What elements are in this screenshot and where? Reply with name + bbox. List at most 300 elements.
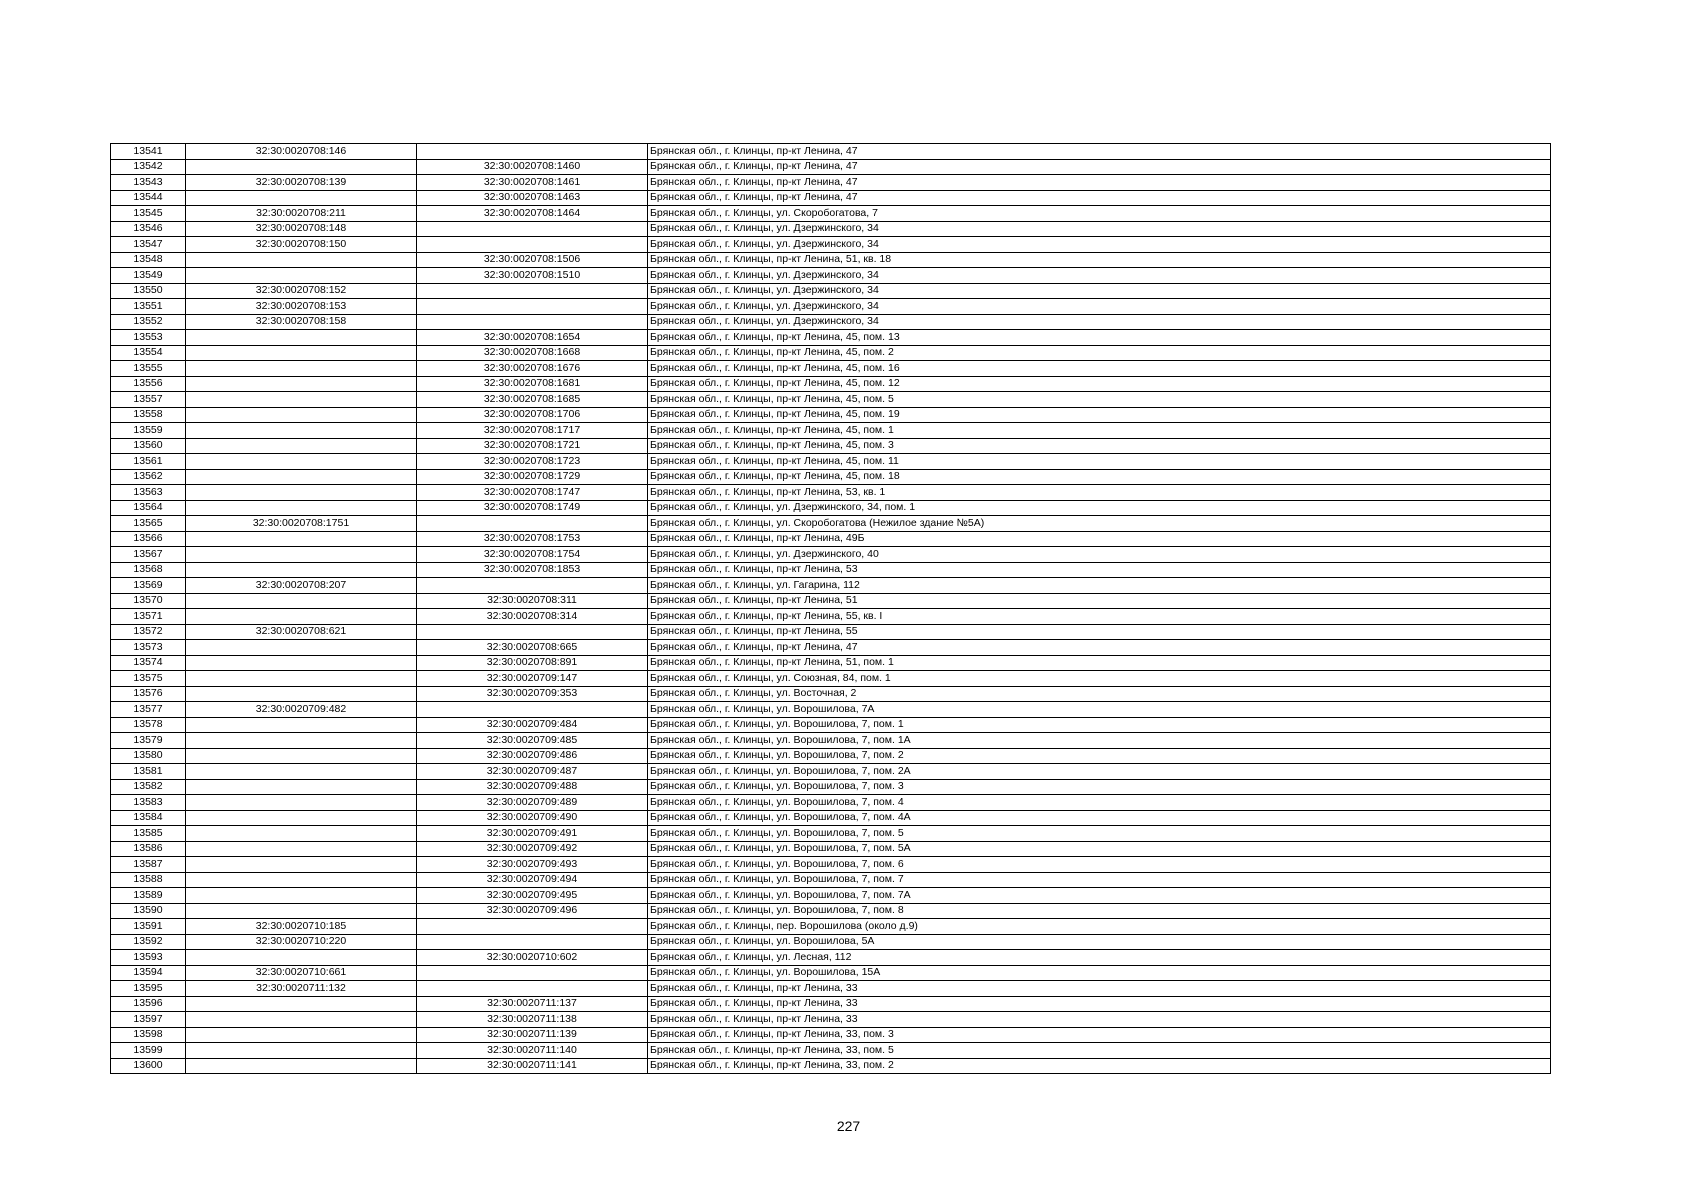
address-cell: Брянская обл., г. Клинцы, пр-кт Ленина, 47 xyxy=(648,190,1551,206)
land-cadastral-number-cell xyxy=(186,857,417,873)
land-cadastral-number-cell: 32:30:0020708:153 xyxy=(186,299,417,315)
row-number-cell: 13565 xyxy=(111,516,186,532)
table-row xyxy=(111,562,1551,578)
address-cell: Брянская обл., г. Клинцы, ул. Ворошилова, 7, пом. 4А xyxy=(648,810,1551,826)
table-row xyxy=(111,624,1551,640)
row-number-cell: 13547 xyxy=(111,237,186,253)
table-row xyxy=(111,361,1551,377)
land-cadastral-number-cell xyxy=(186,438,417,454)
land-cadastral-number-cell xyxy=(186,500,417,516)
object-cadastral-number-cell: 32:30:0020709:484 xyxy=(417,717,648,733)
object-cadastral-number-cell xyxy=(417,624,648,640)
object-cadastral-number-cell: 32:30:0020708:1510 xyxy=(417,268,648,284)
table-row xyxy=(111,376,1551,392)
row-number-cell: 13560 xyxy=(111,438,186,454)
table-row xyxy=(111,686,1551,702)
object-cadastral-number-cell: 32:30:0020709:485 xyxy=(417,733,648,749)
address-cell: Брянская обл., г. Клинцы, пр-кт Ленина, 53 xyxy=(648,562,1551,578)
row-number-cell: 13595 xyxy=(111,981,186,997)
address-cell: Брянская обл., г. Клинцы, ул. Дзержинского, 34 xyxy=(648,221,1551,237)
land-cadastral-number-cell xyxy=(186,717,417,733)
table-row xyxy=(111,252,1551,268)
address-cell: Брянская обл., г. Клинцы, пр-кт Ленина, 33, пом. 5 xyxy=(648,1043,1551,1059)
address-cell: Брянская обл., г. Клинцы, ул. Ворошилова, 7, пом. 2 xyxy=(648,748,1551,764)
table-row xyxy=(111,671,1551,687)
table-row xyxy=(111,779,1551,795)
land-cadastral-number-cell xyxy=(186,841,417,857)
address-cell: Брянская обл., г. Клинцы, пр-кт Ленина, 55 xyxy=(648,624,1551,640)
address-cell: Брянская обл., г. Клинцы, пр-кт Ленина, 45, пом. 1 xyxy=(648,423,1551,439)
table-row xyxy=(111,407,1551,423)
address-cell: Брянская обл., г. Клинцы, пр-кт Ленина, 51 xyxy=(648,593,1551,609)
land-cadastral-number-cell xyxy=(186,733,417,749)
table-row xyxy=(111,454,1551,470)
table-row xyxy=(111,950,1551,966)
row-number-cell: 13555 xyxy=(111,361,186,377)
row-number-cell: 13583 xyxy=(111,795,186,811)
object-cadastral-number-cell: 32:30:0020708:1706 xyxy=(417,407,648,423)
object-cadastral-number-cell: 32:30:0020708:1461 xyxy=(417,175,648,191)
address-cell: Брянская обл., г. Клинцы, ул. Ворошилова, 7, пом. 1 xyxy=(648,717,1551,733)
object-cadastral-number-cell: 32:30:0020708:1460 xyxy=(417,159,648,175)
table-row xyxy=(111,330,1551,346)
land-cadastral-number-cell xyxy=(186,686,417,702)
land-cadastral-number-cell xyxy=(186,888,417,904)
object-cadastral-number-cell xyxy=(417,981,648,997)
table-row xyxy=(111,981,1551,997)
table-row xyxy=(111,609,1551,625)
row-number-cell: 13593 xyxy=(111,950,186,966)
land-cadastral-number-cell xyxy=(186,407,417,423)
table-row xyxy=(111,888,1551,904)
object-cadastral-number-cell: 32:30:0020708:1729 xyxy=(417,469,648,485)
object-cadastral-number-cell xyxy=(417,237,648,253)
table-row xyxy=(111,857,1551,873)
address-cell: Брянская обл., г. Клинцы, пр-кт Ленина, 33 xyxy=(648,996,1551,1012)
table-row xyxy=(111,934,1551,950)
row-number-cell: 13559 xyxy=(111,423,186,439)
address-cell: Брянская обл., г. Клинцы, пр-кт Ленина, 45, пом. 16 xyxy=(648,361,1551,377)
table-row xyxy=(111,795,1551,811)
address-cell: Брянская обл., г. Клинцы, ул. Ворошилова, 7, пом. 3 xyxy=(648,779,1551,795)
row-number-cell: 13546 xyxy=(111,221,186,237)
object-cadastral-number-cell: 32:30:0020708:311 xyxy=(417,593,648,609)
land-cadastral-number-cell: 32:30:0020711:132 xyxy=(186,981,417,997)
land-cadastral-number-cell xyxy=(186,392,417,408)
cadastral-register-table xyxy=(110,143,1551,1074)
row-number-cell: 13573 xyxy=(111,640,186,656)
address-cell: Брянская обл., г. Клинцы, пр-кт Ленина, 45, пом. 13 xyxy=(648,330,1551,346)
object-cadastral-number-cell: 32:30:0020709:491 xyxy=(417,826,648,842)
land-cadastral-number-cell xyxy=(186,252,417,268)
table-row xyxy=(111,593,1551,609)
address-cell: Брянская обл., г. Клинцы, ул. Ворошилова, 7А xyxy=(648,702,1551,718)
row-number-cell: 13582 xyxy=(111,779,186,795)
row-number-cell: 13592 xyxy=(111,934,186,950)
object-cadastral-number-cell xyxy=(417,516,648,532)
object-cadastral-number-cell xyxy=(417,702,648,718)
table-row xyxy=(111,221,1551,237)
address-cell: Брянская обл., г. Клинцы, ул. Дзержинского, 34 xyxy=(648,299,1551,315)
row-number-cell: 13564 xyxy=(111,500,186,516)
object-cadastral-number-cell: 32:30:0020708:1681 xyxy=(417,376,648,392)
object-cadastral-number-cell xyxy=(417,934,648,950)
object-cadastral-number-cell: 32:30:0020708:1506 xyxy=(417,252,648,268)
land-cadastral-number-cell xyxy=(186,903,417,919)
object-cadastral-number-cell: 32:30:0020709:490 xyxy=(417,810,648,826)
row-number-cell: 13581 xyxy=(111,764,186,780)
object-cadastral-number-cell: 32:30:0020708:1676 xyxy=(417,361,648,377)
row-number-cell: 13543 xyxy=(111,175,186,191)
object-cadastral-number-cell: 32:30:0020708:1685 xyxy=(417,392,648,408)
address-cell: Брянская обл., г. Клинцы, ул. Скоробогатова, 7 xyxy=(648,206,1551,222)
row-number-cell: 13556 xyxy=(111,376,186,392)
address-cell: Брянская обл., г. Клинцы, ул. Дзержинского, 34, пом. 1 xyxy=(648,500,1551,516)
row-number-cell: 13548 xyxy=(111,252,186,268)
object-cadastral-number-cell: 32:30:0020708:1464 xyxy=(417,206,648,222)
page-number: 227 xyxy=(836,1118,861,1134)
row-number-cell: 13600 xyxy=(111,1058,186,1074)
table-row xyxy=(111,190,1551,206)
row-number-cell: 13591 xyxy=(111,919,186,935)
row-number-cell: 13554 xyxy=(111,345,186,361)
address-cell: Брянская обл., г. Клинцы, ул. Ворошилова, 7, пом. 1А xyxy=(648,733,1551,749)
table-row xyxy=(111,655,1551,671)
table-row xyxy=(111,1043,1551,1059)
object-cadastral-number-cell: 32:30:0020709:488 xyxy=(417,779,648,795)
object-cadastral-number-cell: 32:30:0020709:496 xyxy=(417,903,648,919)
address-cell: Брянская обл., г. Клинцы, пр-кт Ленина, 45, пом. 19 xyxy=(648,407,1551,423)
table-row xyxy=(111,392,1551,408)
table-row xyxy=(111,733,1551,749)
table-row xyxy=(111,640,1551,656)
land-cadastral-number-cell xyxy=(186,1012,417,1028)
table-row xyxy=(111,826,1551,842)
object-cadastral-number-cell: 32:30:0020709:147 xyxy=(417,671,648,687)
table-row xyxy=(111,872,1551,888)
object-cadastral-number-cell xyxy=(417,221,648,237)
table-row xyxy=(111,516,1551,532)
row-number-cell: 13578 xyxy=(111,717,186,733)
land-cadastral-number-cell: 32:30:0020708:150 xyxy=(186,237,417,253)
address-cell: Брянская обл., г. Клинцы, ул. Скоробогатова (Нежилое здание №5А) xyxy=(648,516,1551,532)
land-cadastral-number-cell: 32:30:0020708:211 xyxy=(186,206,417,222)
object-cadastral-number-cell: 32:30:0020711:141 xyxy=(417,1058,648,1074)
row-number-cell: 13598 xyxy=(111,1027,186,1043)
table-row xyxy=(111,996,1551,1012)
land-cadastral-number-cell xyxy=(186,423,417,439)
row-number-cell: 13568 xyxy=(111,562,186,578)
row-number-cell: 13574 xyxy=(111,655,186,671)
table-row xyxy=(111,283,1551,299)
address-cell: Брянская обл., г. Клинцы, пр-кт Ленина, 33 xyxy=(648,1012,1551,1028)
table-row xyxy=(111,314,1551,330)
row-number-cell: 13569 xyxy=(111,578,186,594)
table-row xyxy=(111,1027,1551,1043)
row-number-cell: 13563 xyxy=(111,485,186,501)
land-cadastral-number-cell: 32:30:0020710:185 xyxy=(186,919,417,935)
object-cadastral-number-cell: 32:30:0020708:1747 xyxy=(417,485,648,501)
land-cadastral-number-cell xyxy=(186,996,417,1012)
land-cadastral-number-cell xyxy=(186,485,417,501)
table-row xyxy=(111,919,1551,935)
table-row xyxy=(111,764,1551,780)
address-cell: Брянская обл., г. Клинцы, пер. Ворошилова (около д.9) xyxy=(648,919,1551,935)
object-cadastral-number-cell: 32:30:0020708:314 xyxy=(417,609,648,625)
row-number-cell: 13561 xyxy=(111,454,186,470)
object-cadastral-number-cell: 32:30:0020708:1668 xyxy=(417,345,648,361)
address-cell: Брянская обл., г. Клинцы, ул. Ворошилова, 15А xyxy=(648,965,1551,981)
row-number-cell: 13571 xyxy=(111,609,186,625)
address-cell: Брянская обл., г. Клинцы, ул. Ворошилова, 7, пом. 7 xyxy=(648,872,1551,888)
land-cadastral-number-cell xyxy=(186,950,417,966)
land-cadastral-number-cell xyxy=(186,1027,417,1043)
address-cell: Брянская обл., г. Клинцы, пр-кт Ленина, 45, пом. 12 xyxy=(648,376,1551,392)
row-number-cell: 13545 xyxy=(111,206,186,222)
table-row xyxy=(111,159,1551,175)
row-number-cell: 13584 xyxy=(111,810,186,826)
address-cell: Брянская обл., г. Клинцы, пр-кт Ленина, 47 xyxy=(648,640,1551,656)
address-cell: Брянская обл., г. Клинцы, пр-кт Ленина, 45, пом. 18 xyxy=(648,469,1551,485)
land-cadastral-number-cell xyxy=(186,190,417,206)
table-row xyxy=(111,810,1551,826)
object-cadastral-number-cell: 32:30:0020711:140 xyxy=(417,1043,648,1059)
table-row xyxy=(111,485,1551,501)
object-cadastral-number-cell: 32:30:0020708:891 xyxy=(417,655,648,671)
land-cadastral-number-cell: 32:30:0020708:152 xyxy=(186,283,417,299)
row-number-cell: 13590 xyxy=(111,903,186,919)
table-row xyxy=(111,268,1551,284)
land-cadastral-number-cell xyxy=(186,159,417,175)
land-cadastral-number-cell xyxy=(186,764,417,780)
table-row xyxy=(111,578,1551,594)
address-cell: Брянская обл., г. Клинцы, ул. Дзержинского, 34 xyxy=(648,268,1551,284)
address-cell: Брянская обл., г. Клинцы, пр-кт Ленина, 55, кв. I xyxy=(648,609,1551,625)
land-cadastral-number-cell xyxy=(186,826,417,842)
row-number-cell: 13597 xyxy=(111,1012,186,1028)
address-cell: Брянская обл., г. Клинцы, ул. Дзержинского, 34 xyxy=(648,237,1551,253)
land-cadastral-number-cell xyxy=(186,330,417,346)
object-cadastral-number-cell: 32:30:0020710:602 xyxy=(417,950,648,966)
object-cadastral-number-cell xyxy=(417,919,648,935)
row-number-cell: 13553 xyxy=(111,330,186,346)
object-cadastral-number-cell: 32:30:0020708:1723 xyxy=(417,454,648,470)
object-cadastral-number-cell: 32:30:0020708:1463 xyxy=(417,190,648,206)
row-number-cell: 13577 xyxy=(111,702,186,718)
row-number-cell: 13594 xyxy=(111,965,186,981)
object-cadastral-number-cell: 32:30:0020709:486 xyxy=(417,748,648,764)
address-cell: Брянская обл., г. Клинцы, пр-кт Ленина, 53, кв. 1 xyxy=(648,485,1551,501)
table-row xyxy=(111,175,1551,191)
table-row xyxy=(111,206,1551,222)
address-cell: Брянская обл., г. Клинцы, ул. Ворошилова, 7, пом. 2А xyxy=(648,764,1551,780)
land-cadastral-number-cell: 32:30:0020709:482 xyxy=(186,702,417,718)
address-cell: Брянская обл., г. Клинцы, ул. Лесная, 112 xyxy=(648,950,1551,966)
land-cadastral-number-cell xyxy=(186,609,417,625)
object-cadastral-number-cell: 32:30:0020708:1654 xyxy=(417,330,648,346)
address-cell: Брянская обл., г. Клинцы, пр-кт Ленина, 33, пом. 3 xyxy=(648,1027,1551,1043)
land-cadastral-number-cell xyxy=(186,531,417,547)
land-cadastral-number-cell: 32:30:0020708:621 xyxy=(186,624,417,640)
address-cell: Брянская обл., г. Клинцы, пр-кт Ленина, 45, пом. 5 xyxy=(648,392,1551,408)
row-number-cell: 13570 xyxy=(111,593,186,609)
land-cadastral-number-cell: 32:30:0020708:148 xyxy=(186,221,417,237)
object-cadastral-number-cell: 32:30:0020708:1721 xyxy=(417,438,648,454)
land-cadastral-number-cell xyxy=(186,640,417,656)
address-cell: Брянская обл., г. Клинцы, пр-кт Ленина, 51, пом. 1 xyxy=(648,655,1551,671)
address-cell: Брянская обл., г. Клинцы, пр-кт Ленина, 49Б xyxy=(648,531,1551,547)
table-row xyxy=(111,748,1551,764)
land-cadastral-number-cell xyxy=(186,268,417,284)
table-row xyxy=(111,469,1551,485)
row-number-cell: 13587 xyxy=(111,857,186,873)
object-cadastral-number-cell: 32:30:0020709:487 xyxy=(417,764,648,780)
object-cadastral-number-cell xyxy=(417,314,648,330)
land-cadastral-number-cell xyxy=(186,795,417,811)
land-cadastral-number-cell: 32:30:0020708:1751 xyxy=(186,516,417,532)
row-number-cell: 13551 xyxy=(111,299,186,315)
address-cell: Брянская обл., г. Клинцы, ул. Дзержинского, 34 xyxy=(648,283,1551,299)
row-number-cell: 13542 xyxy=(111,159,186,175)
land-cadastral-number-cell xyxy=(186,469,417,485)
object-cadastral-number-cell: 32:30:0020709:493 xyxy=(417,857,648,873)
table-row xyxy=(111,903,1551,919)
address-cell: Брянская обл., г. Клинцы, ул. Ворошилова, 7, пом. 5А xyxy=(648,841,1551,857)
address-cell: Брянская обл., г. Клинцы, ул. Дзержинского, 40 xyxy=(648,547,1551,563)
land-cadastral-number-cell: 32:30:0020710:220 xyxy=(186,934,417,950)
address-cell: Брянская обл., г. Клинцы, пр-кт Ленина, 47 xyxy=(648,159,1551,175)
land-cadastral-number-cell xyxy=(186,547,417,563)
table-row xyxy=(111,702,1551,718)
table-row xyxy=(111,547,1551,563)
row-number-cell: 13567 xyxy=(111,547,186,563)
object-cadastral-number-cell: 32:30:0020709:492 xyxy=(417,841,648,857)
object-cadastral-number-cell xyxy=(417,283,648,299)
address-cell: Брянская обл., г. Клинцы, ул. Ворошилова, 7, пом. 6 xyxy=(648,857,1551,873)
table-row xyxy=(111,438,1551,454)
land-cadastral-number-cell: 32:30:0020708:158 xyxy=(186,314,417,330)
row-number-cell: 13580 xyxy=(111,748,186,764)
row-number-cell: 13589 xyxy=(111,888,186,904)
table-row xyxy=(111,717,1551,733)
address-cell: Брянская обл., г. Клинцы, ул. Дзержинского, 34 xyxy=(648,314,1551,330)
row-number-cell: 13562 xyxy=(111,469,186,485)
address-cell: Брянская обл., г. Клинцы, ул. Ворошилова, 7, пом. 7А xyxy=(648,888,1551,904)
table-row xyxy=(111,1012,1551,1028)
address-cell: Брянская обл., г. Клинцы, ул. Ворошилова, 7, пом. 5 xyxy=(648,826,1551,842)
object-cadastral-number-cell: 32:30:0020709:489 xyxy=(417,795,648,811)
row-number-cell: 13585 xyxy=(111,826,186,842)
object-cadastral-number-cell: 32:30:0020709:353 xyxy=(417,686,648,702)
address-cell: Брянская обл., г. Клинцы, ул. Ворошилова, 7, пом. 4 xyxy=(648,795,1551,811)
land-cadastral-number-cell: 32:30:0020708:146 xyxy=(186,144,417,160)
table-body xyxy=(111,144,1551,1074)
land-cadastral-number-cell xyxy=(186,345,417,361)
address-cell: Брянская обл., г. Клинцы, пр-кт Ленина, 45, пом. 2 xyxy=(648,345,1551,361)
address-cell: Брянская обл., г. Клинцы, ул. Ворошилова, 7, пом. 8 xyxy=(648,903,1551,919)
land-cadastral-number-cell: 32:30:0020708:139 xyxy=(186,175,417,191)
table-row xyxy=(111,500,1551,516)
object-cadastral-number-cell: 32:30:0020708:1749 xyxy=(417,500,648,516)
land-cadastral-number-cell xyxy=(186,810,417,826)
row-number-cell: 13576 xyxy=(111,686,186,702)
row-number-cell: 13544 xyxy=(111,190,186,206)
land-cadastral-number-cell xyxy=(186,671,417,687)
object-cadastral-number-cell xyxy=(417,965,648,981)
row-number-cell: 13588 xyxy=(111,872,186,888)
row-number-cell: 13558 xyxy=(111,407,186,423)
row-number-cell: 13575 xyxy=(111,671,186,687)
address-cell: Брянская обл., г. Клинцы, пр-кт Ленина, 47 xyxy=(648,144,1551,160)
object-cadastral-number-cell: 32:30:0020711:138 xyxy=(417,1012,648,1028)
row-number-cell: 13579 xyxy=(111,733,186,749)
object-cadastral-number-cell xyxy=(417,578,648,594)
address-cell: Брянская обл., г. Клинцы, пр-кт Ленина, 51, кв. 18 xyxy=(648,252,1551,268)
land-cadastral-number-cell xyxy=(186,872,417,888)
land-cadastral-number-cell xyxy=(186,562,417,578)
address-cell: Брянская обл., г. Клинцы, пр-кт Ленина, 33, пом. 2 xyxy=(648,1058,1551,1074)
land-cadastral-number-cell xyxy=(186,779,417,795)
address-cell: Брянская обл., г. Клинцы, ул. Гагарина, 112 xyxy=(648,578,1551,594)
row-number-cell: 13557 xyxy=(111,392,186,408)
table-row xyxy=(111,144,1551,160)
land-cadastral-number-cell xyxy=(186,1058,417,1074)
row-number-cell: 13596 xyxy=(111,996,186,1012)
object-cadastral-number-cell xyxy=(417,299,648,315)
address-cell: Брянская обл., г. Клинцы, ул. Союзная, 84, пом. 1 xyxy=(648,671,1551,687)
row-number-cell: 13586 xyxy=(111,841,186,857)
table-row xyxy=(111,423,1551,439)
land-cadastral-number-cell xyxy=(186,376,417,392)
table-row xyxy=(111,841,1551,857)
land-cadastral-number-cell xyxy=(186,748,417,764)
row-number-cell: 13599 xyxy=(111,1043,186,1059)
object-cadastral-number-cell: 32:30:0020708:665 xyxy=(417,640,648,656)
land-cadastral-number-cell xyxy=(186,454,417,470)
object-cadastral-number-cell xyxy=(417,144,648,160)
table-row xyxy=(111,345,1551,361)
address-cell: Брянская обл., г. Клинцы, ул. Восточная, 2 xyxy=(648,686,1551,702)
address-cell: Брянская обл., г. Клинцы, пр-кт Ленина, 33 xyxy=(648,981,1551,997)
row-number-cell: 13541 xyxy=(111,144,186,160)
table-row xyxy=(111,965,1551,981)
land-cadastral-number-cell: 32:30:0020710:661 xyxy=(186,965,417,981)
row-number-cell: 13550 xyxy=(111,283,186,299)
object-cadastral-number-cell: 32:30:0020708:1754 xyxy=(417,547,648,563)
object-cadastral-number-cell: 32:30:0020711:137 xyxy=(417,996,648,1012)
address-cell: Брянская обл., г. Клинцы, пр-кт Ленина, 47 xyxy=(648,175,1551,191)
table-row xyxy=(111,237,1551,253)
object-cadastral-number-cell: 32:30:0020708:1853 xyxy=(417,562,648,578)
row-number-cell: 13549 xyxy=(111,268,186,284)
object-cadastral-number-cell: 32:30:0020709:495 xyxy=(417,888,648,904)
table-row xyxy=(111,531,1551,547)
address-cell: Брянская обл., г. Клинцы, пр-кт Ленина, 45, пом. 11 xyxy=(648,454,1551,470)
row-number-cell: 13566 xyxy=(111,531,186,547)
land-cadastral-number-cell xyxy=(186,593,417,609)
table-row xyxy=(111,1058,1551,1074)
row-number-cell: 13572 xyxy=(111,624,186,640)
object-cadastral-number-cell: 32:30:0020708:1717 xyxy=(417,423,648,439)
land-cadastral-number-cell xyxy=(186,361,417,377)
land-cadastral-number-cell xyxy=(186,1043,417,1059)
address-cell: Брянская обл., г. Клинцы, ул. Ворошилова, 5А xyxy=(648,934,1551,950)
object-cadastral-number-cell: 32:30:0020708:1753 xyxy=(417,531,648,547)
land-cadastral-number-cell: 32:30:0020708:207 xyxy=(186,578,417,594)
table-row xyxy=(111,299,1551,315)
row-number-cell: 13552 xyxy=(111,314,186,330)
address-cell: Брянская обл., г. Клинцы, пр-кт Ленина, 45, пом. 3 xyxy=(648,438,1551,454)
